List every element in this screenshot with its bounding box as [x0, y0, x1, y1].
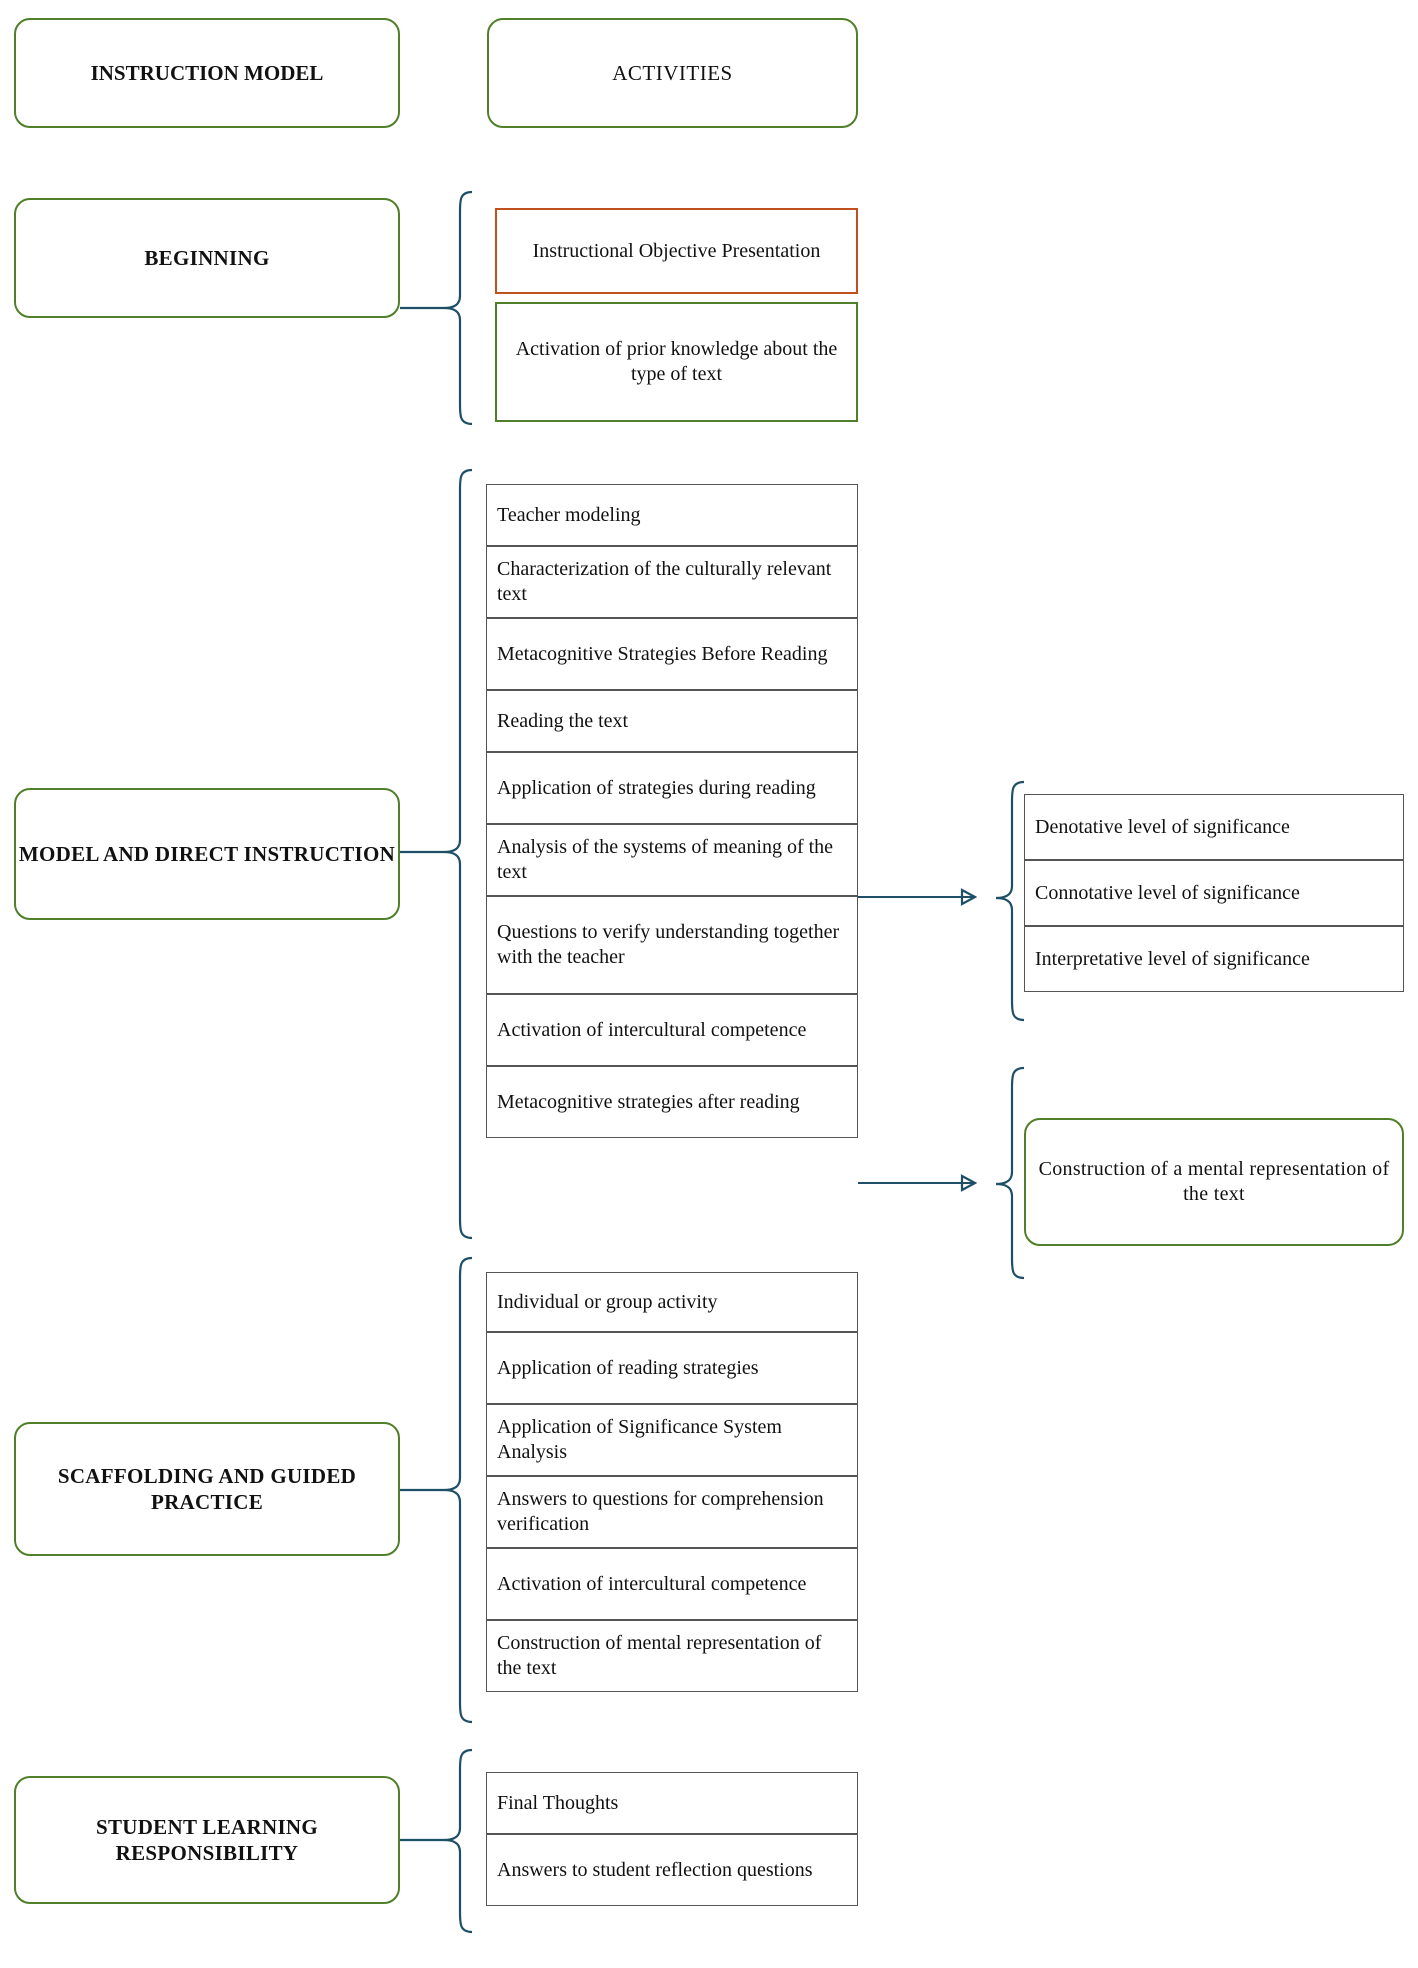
activity-instructional-objective-presentation: [495, 208, 858, 294]
activity-answers-to-student-reflection-questions: [486, 1834, 858, 1906]
brace-mental-representation: [996, 1068, 1024, 1278]
activity-activation-intercultural-competence-scaffolding: [486, 1548, 858, 1620]
activity-label: Activation of prior knowledge about the type of text: [515, 338, 838, 385]
activity-activation-prior-knowledge: [495, 302, 858, 422]
arrow-to-mental-representation: [858, 1176, 975, 1190]
phase-model-and-direct-instruction-label: MODEL AND DIRECT INSTRUCTION: [18, 841, 396, 866]
branch-mental-representation: [1024, 1118, 1404, 1246]
activity-label: Activation of intercultural competence: [497, 1572, 807, 1595]
header-instruction-model-label: INSTRUCTION MODEL: [90, 60, 324, 85]
activity-label: Application of Significance System Analysis: [497, 1416, 782, 1463]
phase-scaffolding-and-guided-practice-label: SCAFFOLDING AND GUIDED PRACTICE: [57, 1463, 357, 1514]
activity-label: Final Thoughts: [497, 1791, 619, 1814]
activity-application-of-reading-strategies: [486, 1332, 858, 1404]
activity-activation-intercultural-competence-model: [486, 994, 858, 1066]
brace-beginning: [444, 192, 472, 424]
activity-answers-to-questions-comprehension: [486, 1476, 858, 1548]
activity-label: Application of strategies during reading: [497, 776, 816, 799]
activity-label: Individual or group activity: [497, 1290, 718, 1313]
activity-label: Teacher modeling: [497, 503, 641, 526]
activity-label: Questions to verify understanding together with the teacher: [497, 921, 840, 968]
activity-label: Analysis of the systems of meaning of the text: [497, 836, 834, 883]
activity-construction-of-mental-representation: [486, 1620, 858, 1692]
activity-application-significance-system-analysis: [486, 1404, 858, 1476]
activity-label: Reading the text: [497, 709, 629, 732]
activity-application-of-strategies-during-reading: [486, 752, 858, 824]
header-instruction-model: [14, 18, 400, 128]
activity-label: Metacognitive Strategies Before Reading: [497, 642, 828, 665]
branch-label: Interpretative level of significance: [1035, 947, 1310, 970]
brace-significance-levels: [996, 782, 1024, 1020]
activity-reading-the-text: [486, 690, 858, 752]
phase-scaffolding-and-guided-practice: [14, 1422, 400, 1556]
activity-label: Application of reading strategies: [497, 1356, 759, 1379]
phase-model-and-direct-instruction: [14, 788, 400, 920]
arrow-to-significance-levels: [858, 890, 975, 904]
activity-metacognitive-strategies-after-reading: [486, 1066, 858, 1138]
brace-scaffolding: [444, 1258, 472, 1722]
activity-individual-or-group-activity: [486, 1272, 858, 1332]
activity-characterization-culturally-relevant-text: [486, 546, 858, 618]
phase-student-learning-responsibility: [14, 1776, 400, 1904]
branch-label: Construction of a mental representation of the text: [1038, 1158, 1390, 1205]
activity-questions-to-verify-understanding: [486, 896, 858, 994]
activity-metacognitive-strategies-before-reading: [486, 618, 858, 690]
activity-label: Metacognitive strategies after reading: [497, 1090, 800, 1113]
branch-connotative-level: [1024, 860, 1404, 926]
phase-student-learning-responsibility-label: STUDENT LEARNING RESPONSIBILITY: [95, 1814, 319, 1865]
activity-label: Activation of intercultural competence: [497, 1018, 807, 1041]
header-activities: [487, 18, 858, 128]
activity-final-thoughts: [486, 1772, 858, 1834]
branch-label: Denotative level of significance: [1035, 815, 1290, 838]
phase-beginning-label: BEGINNING: [144, 245, 270, 270]
activity-label: Instructional Objective Presentation: [532, 239, 821, 262]
branch-denotative-level: [1024, 794, 1404, 860]
activity-analysis-systems-of-meaning: [486, 824, 858, 896]
activity-teacher-modeling: [486, 484, 858, 546]
brace-model-direct: [444, 470, 472, 1238]
activity-label: Answers to student reflection questions: [497, 1858, 813, 1881]
brace-student-responsibility: [444, 1750, 472, 1932]
branch-label: Connotative level of significance: [1035, 881, 1300, 904]
activity-label: Answers to questions for comprehension verification: [497, 1488, 824, 1535]
branch-interpretative-level: [1024, 926, 1404, 992]
activity-label: Construction of mental representation of the text: [497, 1632, 822, 1679]
activity-label: Characterization of the culturally relevant text: [497, 558, 832, 605]
phase-beginning: [14, 198, 400, 318]
header-activities-label: ACTIVITIES: [612, 60, 733, 85]
